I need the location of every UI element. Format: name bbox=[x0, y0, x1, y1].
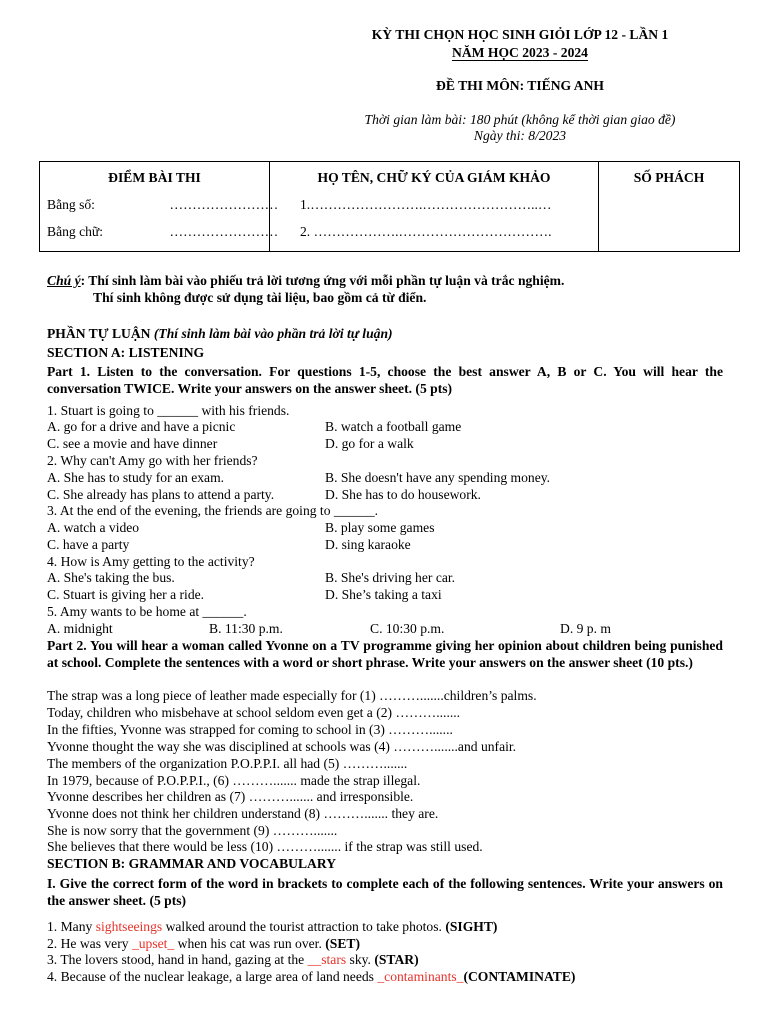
code-cell bbox=[599, 162, 740, 252]
answer: sightseeings bbox=[95, 919, 163, 934]
part-essay-title: PHẦN TỰ LUẬN (Thí sinh làm bài vào phần trả lời tự luận) bbox=[47, 326, 393, 341]
option-d: D. sing karaoke bbox=[325, 537, 411, 552]
score-words-dots: …………………… bbox=[169, 224, 279, 239]
option-d: D. She’s taking a taxi bbox=[325, 587, 442, 602]
word-form-item-4: 4. Because of the nuclear leakage, a large area of land needs _contaminants_(CONTAMINATE) bbox=[47, 969, 576, 984]
score-cell bbox=[40, 162, 279, 252]
option-c: C. 10:30 p.m. bbox=[370, 621, 445, 636]
examiner-header: HỌ TÊN, CHỮ KÝ CỦA GIÁM KHẢO bbox=[317, 170, 551, 185]
question-text: 5. Amy wants to be home at ______. bbox=[47, 604, 247, 619]
sentence-4: Yvonne thought the way she was disciplined at schools was (4) ……….......and unfair. bbox=[47, 739, 517, 754]
answer: _upset_ bbox=[131, 936, 175, 951]
sentence-6: In 1979, because of P.O.P.P.I., (6) ………....... made the strap illegal. bbox=[47, 773, 421, 788]
question-text: 3. At the end of the evening, the friends are going to ______. bbox=[47, 503, 379, 518]
examiner-1: 1.…………………….……………………..… bbox=[300, 197, 552, 212]
option-b: B. watch a football game bbox=[325, 419, 462, 434]
section-b-title: SECTION B: GRAMMAR AND VOCABULARY bbox=[47, 856, 337, 871]
option-a: A. She's taking the bus. bbox=[47, 570, 175, 585]
time-allowed: Thời gian làm bài: 180 phút (không kể thời gian giao đề) bbox=[364, 112, 676, 127]
option-d: D. She has to do housework. bbox=[325, 487, 481, 502]
option-a: A. watch a video bbox=[47, 520, 140, 535]
option-d: D. 9 p. m bbox=[560, 621, 611, 636]
sentence-9: She is now sorry that the government (9) ………....... bbox=[47, 823, 338, 838]
score-table bbox=[39, 161, 740, 252]
option-a: A. She has to study for an exam. bbox=[47, 470, 225, 485]
option-c: C. see a movie and have dinner bbox=[47, 436, 218, 451]
option-d: D. go for a walk bbox=[325, 436, 414, 451]
score-header: ĐIỂM BÀI THI bbox=[108, 170, 201, 185]
note-line-2: Thí sinh không được sử dụng tài liệu, bao gồm cả từ điển. bbox=[93, 290, 427, 305]
option-a: A. midnight bbox=[47, 621, 113, 636]
part2-instructions: Part 2. You will hear a woman called Yvonne on a TV programme giving her opinion about children being punished at school. Complete the sentences with a word or short phrase. Write your answers on the answer sheet (10 pts.) bbox=[47, 638, 723, 670]
sentence-8: Yvonne does not think her children understand (8) ………....... they are. bbox=[47, 806, 439, 821]
score-number-dots: …………………… bbox=[169, 197, 279, 212]
examiner-2: 2. ……………….……………………………. bbox=[300, 224, 552, 239]
sentence-5: The members of the organization P.O.P.P.I. all had (5) ………....... bbox=[47, 756, 408, 771]
score-number-label: Bằng số: bbox=[47, 197, 95, 212]
sentence-1: The strap was a long piece of leather made especially for (1) ……….......children’s palms. bbox=[47, 688, 537, 703]
question-text: 4. How is Amy getting to the activity? bbox=[47, 554, 255, 569]
option-b: B. She's driving her car. bbox=[325, 570, 456, 585]
option-c: C. She already has plans to attend a party. bbox=[47, 487, 275, 502]
option-b: B. play some games bbox=[325, 520, 435, 535]
answer: _contaminants_ bbox=[377, 969, 464, 984]
word-form-item-1: 1. Many sightseeings walked around the tourist attraction to take photos. (SIGHT) bbox=[47, 919, 498, 934]
note-line-1: Chú ý: Thí sinh làm bài vào phiếu trả lời tương ứng với mỗi phần tự luận và trắc nghiệm. bbox=[47, 273, 565, 288]
question-text: 2. Why can't Amy go with her friends? bbox=[47, 453, 258, 468]
sentence-2: Today, children who misbehave at school seldom even get a (2) ………....... bbox=[47, 705, 461, 720]
option-c: C. have a party bbox=[47, 537, 130, 552]
option-a: A. go for a drive and have a picnic bbox=[47, 419, 236, 434]
option-b: B. 11:30 p.m. bbox=[209, 621, 283, 636]
school-year: NĂM HỌC 2023 - 2024 bbox=[452, 45, 588, 60]
code-header: SỐ PHÁCH bbox=[633, 170, 705, 185]
score-number-row bbox=[47, 196, 279, 213]
word-form-item-2: 2. He was very _upset_ when his cat was run over. (SET) bbox=[47, 936, 360, 951]
question-text: 1. Stuart is going to ______ with his friends. bbox=[47, 403, 290, 418]
part1-instructions: Part 1. Listen to the conversation. For questions 1-5, choose the best answer A, B or C. You will hear the conversation TWICE. Write your answers on the answer sheet. (5 pts) bbox=[47, 364, 723, 396]
note-label: Chú ý bbox=[47, 273, 81, 288]
sentence-7: Yvonne describes her children as (7) ………....... and irresponsible. bbox=[47, 789, 414, 804]
sentence-10: She believes that there would be less (10) ………....... if the strap was still used. bbox=[47, 839, 483, 854]
word-form-item-3: 3. The lovers stood, hand in hand, gazing at the __stars sky. (STAR) bbox=[47, 952, 419, 967]
score-words-row bbox=[47, 223, 279, 240]
sentence-3: In the fifties, Yvonne was strapped for coming to school in (3) ………....... bbox=[47, 722, 453, 737]
answer: __stars bbox=[307, 952, 347, 967]
subject-title: ĐỀ THI MÔN: TIẾNG ANH bbox=[436, 78, 604, 93]
exam-date: Ngày thi: 8/2023 bbox=[473, 128, 567, 143]
score-words-label: Bằng chữ: bbox=[47, 224, 104, 239]
option-c: C. Stuart is giving her a ride. bbox=[47, 587, 205, 602]
option-b: B. She doesn't have any spending money. bbox=[325, 470, 551, 485]
section-b-instructions: I. Give the correct form of the word in brackets to complete each of the following sentences. Write your answers on the answer sheet. (5 pts) bbox=[47, 876, 723, 908]
examiner-cell bbox=[270, 162, 599, 252]
exam-title: KỲ THI CHỌN HỌC SINH GIỎI LỚP 12 - LẦN 1 bbox=[371, 27, 669, 42]
section-a-title: SECTION A: LISTENING bbox=[47, 345, 205, 360]
